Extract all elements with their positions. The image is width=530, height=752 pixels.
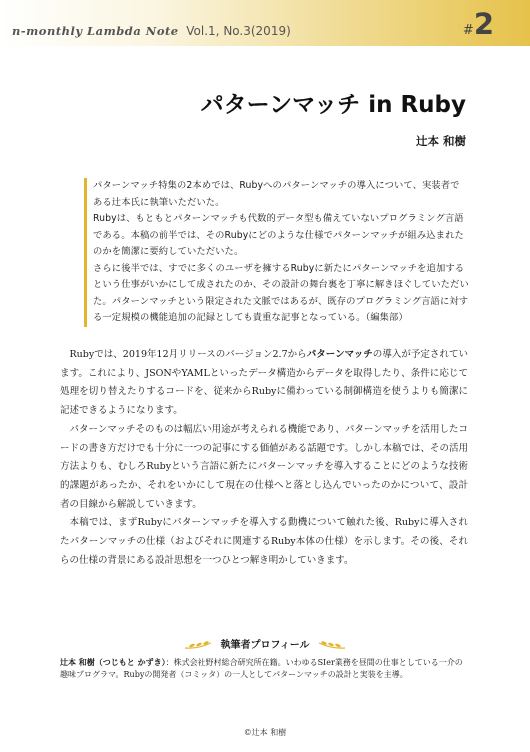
footer-copyright: ©辻本 和樹 bbox=[243, 728, 287, 737]
profile-text bbox=[60, 657, 470, 682]
issue-number-value: 2 bbox=[473, 7, 494, 41]
journal-name bbox=[12, 24, 291, 38]
laurel-left-icon bbox=[183, 640, 213, 650]
article-title: パターンマッチ in Ruby bbox=[200, 92, 466, 118]
abstract-line: ある辻本氏に執筆いただいた。 bbox=[93, 196, 225, 208]
body-paragraph-2: パターンマッチそのものは幅広い用途が考えられる機能であり、パターンマッチを活用したコードの書き方だけでも十分に一つの記事にする価値がある話題です。しかし本稿では、その活用方法よりも、むしろRubyという言語に新たにパターンマッチを導入することにどのような技術的課題があったか、それをいかにして現在の仕様へと落とし込んでいったのかについて、設計者の目線から解説していきます。 bbox=[60, 423, 468, 510]
profile-name: 辻本 和樹（つじもと かずき） bbox=[60, 658, 166, 667]
issue-number bbox=[463, 7, 494, 41]
abstract-box bbox=[84, 178, 475, 327]
page-header bbox=[0, 0, 530, 46]
journal-series: n-monthly Lambda Note bbox=[12, 24, 179, 38]
abstract-line: た。パターンマッチという限定された文脈ではあるが、既存のプログラミング言語に対す bbox=[93, 295, 469, 307]
profile-description: ：株式会社野村総合研究所在籍。いわゆるSIer業務を昼間の仕事としている一介の趣味プログラマ。Rubyの開発者（コミッタ）の一人としてパターンマッチの設計と実装を主導。 bbox=[60, 658, 463, 680]
laurel-right-icon bbox=[317, 640, 347, 650]
article-author: 辻本 和樹 bbox=[415, 134, 466, 148]
body-paragraph-1 bbox=[60, 346, 468, 421]
abstract-line: である。本稿の前半では、そのRubyにどのような仕様でパターンマッチが組み込まれた bbox=[93, 229, 464, 241]
body-paragraph-3: 本稿では、まずRubyにパターンマッチを導入する動機について触れた後、Rubyに導入されたパターンマッチの仕様（およびそれに関連するRuby本体の仕様）を示します。その後、それらの仕様の背景にある設計思想を一つひとつ解き明かしていきます。 bbox=[60, 517, 468, 566]
abstract-line: る一定規模の機能追加の記録としても貴重な記事となっている。（編集部） bbox=[93, 312, 408, 323]
abstract-line: Rubyは、もともとパターンマッチも代数的データ型も備えていないプログラミング言語 bbox=[93, 213, 464, 224]
volume-text: Vol.1, No.3(2019) bbox=[186, 24, 291, 38]
body-p1-bold: パターンマッチ bbox=[306, 349, 373, 360]
abstract-line: パターンマッチ特集の2本めでは、Rubyへのパターンマッチの導入について、実装者で bbox=[93, 180, 460, 191]
profile-heading-text: 執筆者プロフィール bbox=[220, 640, 310, 651]
abstract-line: さらに後半では、すでに多くのユーザを擁するRubyに新たにパターンマッチを追加する bbox=[93, 262, 465, 274]
profile-heading bbox=[0, 636, 530, 651]
article-body bbox=[60, 346, 468, 570]
body-p1-text-a: Rubyでは、2019年12月リリースのバージョン2.7から bbox=[69, 349, 307, 360]
body-p1-text-b: の導入が予定されています。これにより、JSONやYAMLといったデータ構造からデータを取得したり、条件に応じて処理を切り替えたりするコードを、従来からRubyに備わっている制御構造を使うよりも簡潔に記述できるようになります。 bbox=[60, 349, 468, 417]
abstract-line: のかを簡潔に要約していただいた。 bbox=[93, 246, 244, 257]
issue-hash: # bbox=[462, 23, 474, 38]
abstract-line: という仕事がいかにして成されたのか、その設計の舞台裏を丁寧に解きほぐしていただい bbox=[93, 279, 469, 290]
